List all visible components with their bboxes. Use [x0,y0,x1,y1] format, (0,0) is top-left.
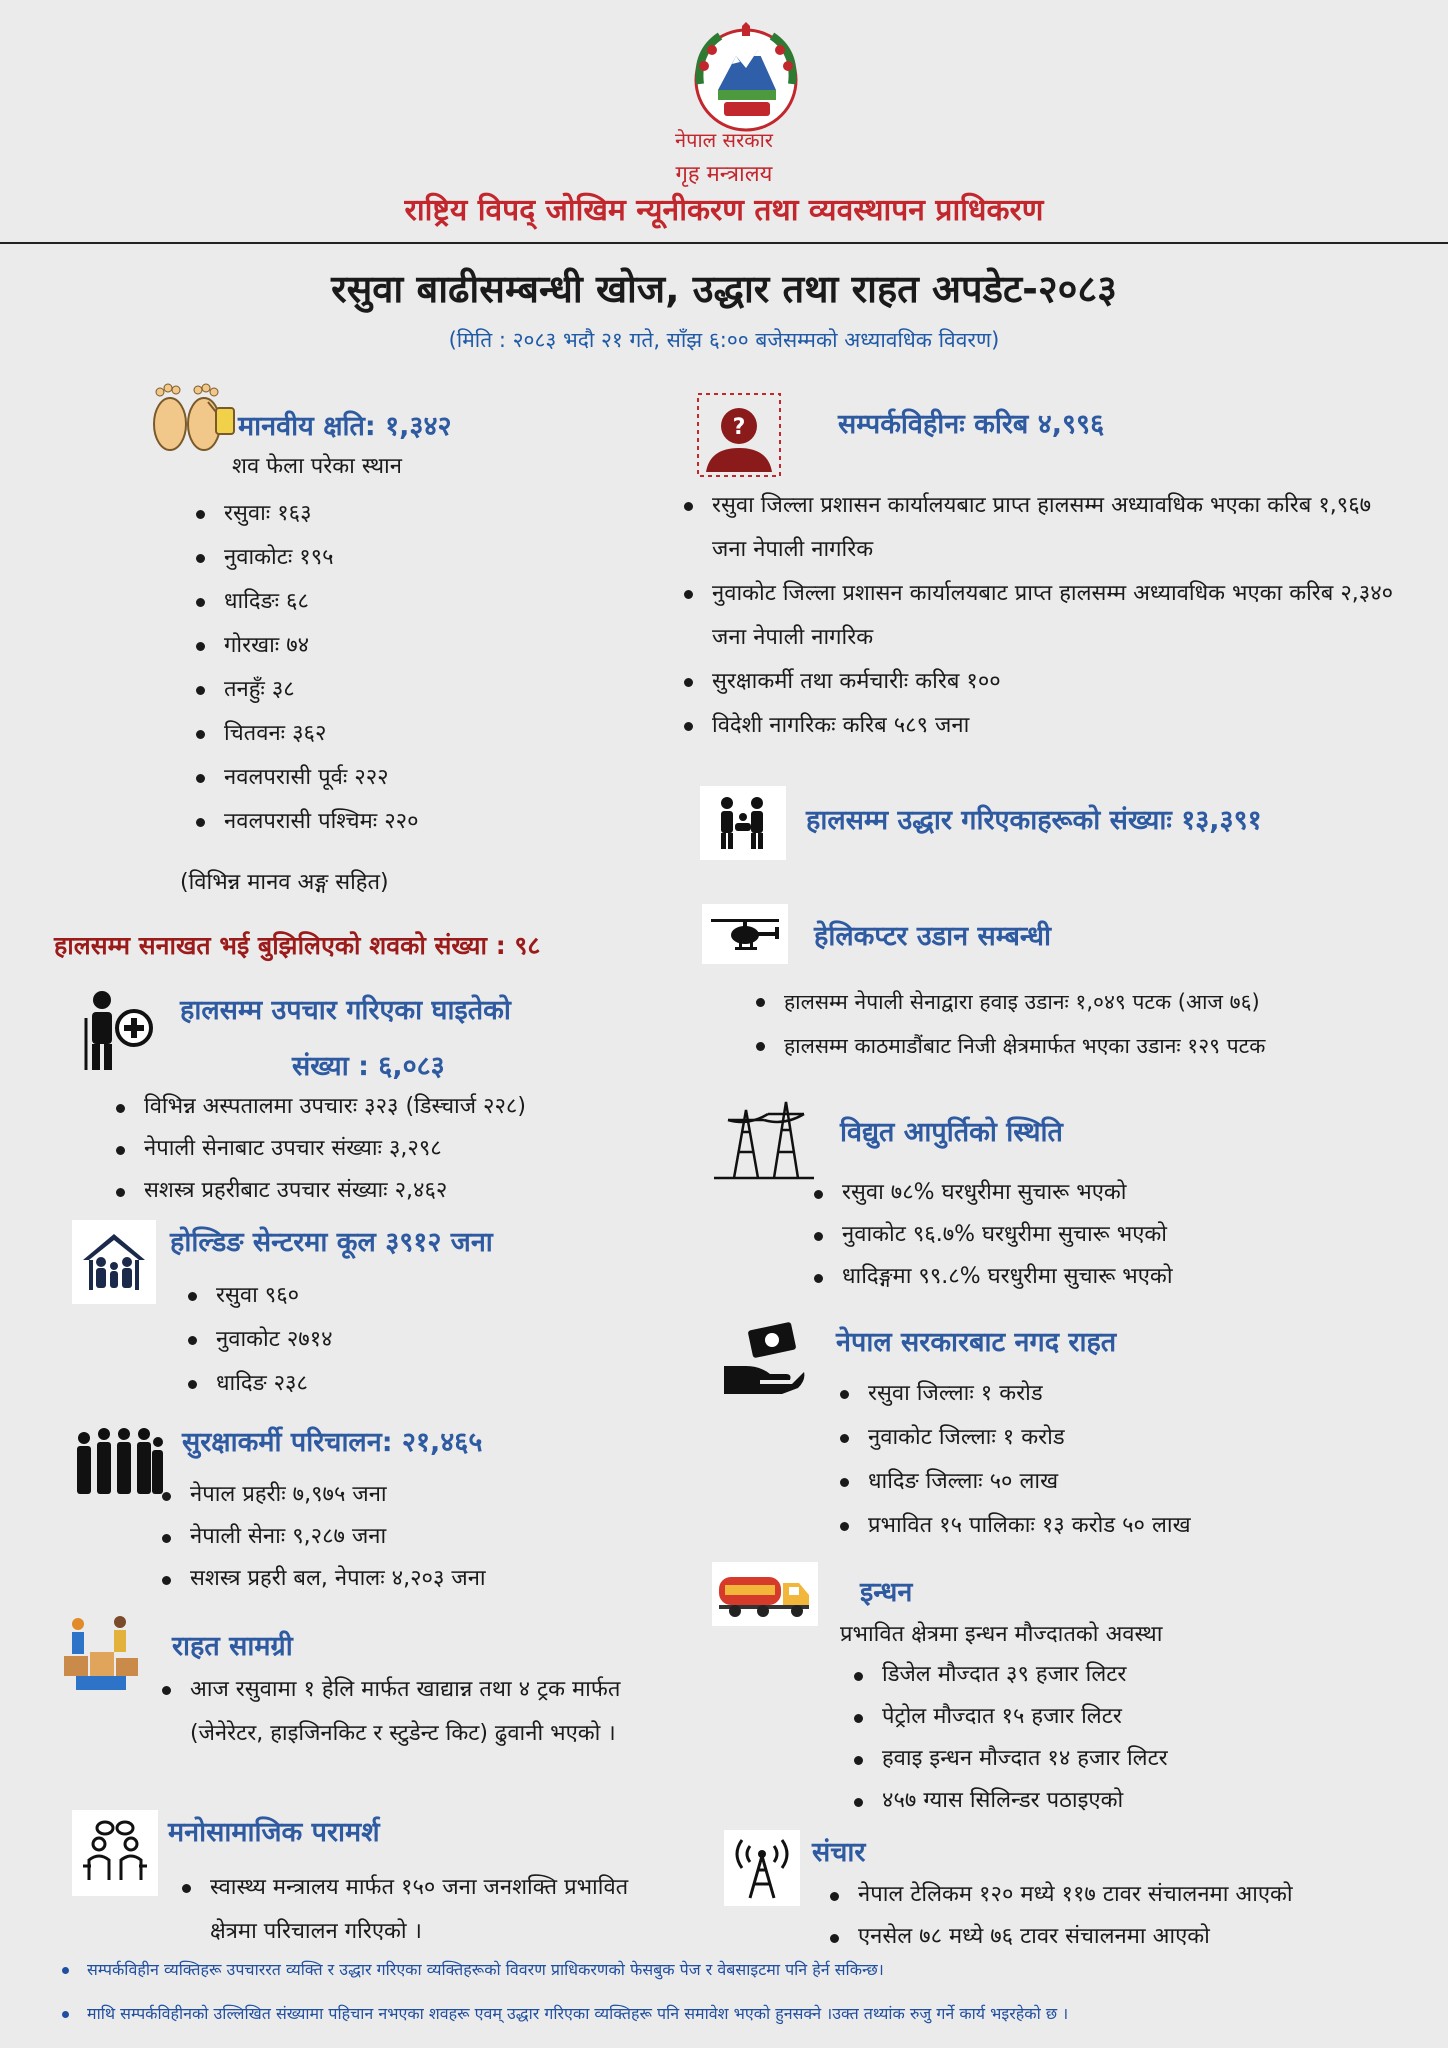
missing-title: सम्पर्कविहीनः करिब ४,९९६ [838,409,1105,440]
footnote-bullet [62,2011,69,2018]
list-item: रसुवाः १६३ [224,492,419,536]
list-item: सशस्त्र प्रहरी बल, नेपालः ४,२०३ जना [190,1558,486,1600]
list-item: नुवाकोटः १९५ [224,536,419,580]
header-government: नेपाल सरकार [675,128,773,152]
list-item: एनसेल ७८ मध्ये ७६ टावर संचालनमा आएको [858,1916,1293,1958]
page-subtitle: (मिति : २०८३ भदौ २१ गते, साँझ ६:०० बजेसम्मको अध्यावधिक विवरण) [448,328,1000,352]
list-item: हालसम्म काठमाडौंबाट निजी क्षेत्रमार्फत भएका उडानः १२९ पटक [784,1024,1265,1068]
security-personnel-icon [72,1420,164,1498]
list-item: नुवाकोट जिल्लाः १ करोड [868,1416,1191,1460]
footnote-1 [62,1958,884,1980]
holding-list [216,1274,333,1406]
list-item: नवलपरासी पश्चिमः २२० [224,800,419,844]
list-item: रसुवा जिल्ला प्रशासन कार्यालयबाट प्राप्त हालसम्म अध्यावधिक भएका करिब १,९६७ जना नेपाली नागरिक [712,484,1412,572]
security-list [190,1474,486,1600]
list-item: चितवनः ३६२ [224,712,419,756]
cash-hand-icon [720,1322,806,1396]
list-item: धादिङ २३८ [216,1362,333,1406]
page-title: रसुवा बाढीसम्बन्धी खोज, उद्धार तथा राहत अपडेट-२०८३ [331,267,1117,311]
list-item: रसुवा जिल्लाः १ करोड [868,1372,1191,1416]
list-item: सुरक्षाकर्मी तथा कर्मचारीः करिब १०० [712,660,1412,704]
list-item: धादिङः ६८ [224,580,419,624]
shelter-family-icon [72,1220,156,1304]
list-item: पेट्रोल मौज्दात १५ हजार लिटर [882,1696,1168,1738]
power-title: विद्युत आपुर्तिको स्थिति [840,1117,1063,1148]
list-item: हवाइ इन्धन मौज्दात १४ हजार लिटर [882,1738,1168,1780]
power-tower-icon [714,1096,814,1180]
list-item: सशस्त्र प्रहरीबाट उपचार संख्याः २,४६२ [144,1170,526,1212]
list-item: नवलपरासी पूर्वः २२२ [224,756,419,800]
list-item: प्रभावित १५ पालिकाः १३ करोड ५० लाख [868,1504,1191,1548]
footnote-2 [62,2002,1068,2024]
list-item: नेपाली सेनाबाट उपचार संख्याः ३,२९८ [144,1128,526,1170]
counseling-icon [72,1810,158,1896]
svg-text:?: ? [732,415,746,440]
rescue-team-icon [700,786,786,860]
list-item: ४५७ ग्यास सिलिन्डर पठाइएको [882,1780,1168,1822]
list-item: विभिन्न अस्पतालमा उपचारः ३२३ (डिस्चार्ज २२८) [144,1086,526,1128]
header-divider [0,242,1448,244]
helicopter-icon [702,904,788,964]
heli-list [784,980,1265,1068]
list-item: नेपाली सेनाः ९,२८७ जना [190,1516,486,1558]
fuel-list [882,1654,1168,1822]
footnote-bullet [62,1967,69,1974]
injured-count: संख्या : ६,०८३ [292,1051,445,1082]
injured-person-icon [80,988,156,1072]
power-list [842,1172,1173,1298]
human-loss-note: (विभिन्न मानव अङ्ग सहित) [180,870,389,895]
list-item: नुवाकोट २७१४ [216,1318,333,1362]
security-title: सुरक्षाकर्मी परिचालन: २१,४६५ [182,1427,483,1458]
identified-bodies: हालसम्म सनाखत भई बुझिलिएको शवको संख्या : ९८ [54,931,541,960]
cash-list [868,1372,1191,1548]
injured-list [144,1086,526,1212]
list-item: हालसम्म नेपाली सेनाद्वारा हवाइ उडानः १,०४९ पटक (आज ७६) [784,980,1265,1024]
human-loss-list [224,492,419,844]
relief-title: राहत सामग्री [172,1631,293,1662]
relief-goods-icon [60,1612,142,1692]
list-item: धादिङ जिल्लाः ५० लाख [868,1460,1191,1504]
comm-title: संचार [812,1837,866,1868]
cash-title: नेपाल सरकारबाट नगद राहत [836,1327,1117,1358]
list-item: नुवाकोट जिल्ला प्रशासन कार्यालयबाट प्राप्त हालसम्म अध्यावधिक भएका करिब २,३४० जना नेपाली नागरिक [712,572,1412,660]
header-ministry: गृह मन्त्रालय [675,162,773,187]
list-item: स्वास्थ्य मन्त्रालय मार्फत १५० जना जनशक्ति प्रभावित क्षेत्रमा परिचालन गरिएको । [210,1866,660,1954]
footnote-text: माथि सम्पर्कविहीनको उल्लिखित संख्यामा पहिचान नभएका शवहरू एवम् उद्धार गरिएका व्यक्तिहरू पनि समावेश भएको हुनसक्ने ।उक्त तथ्यांक रुजु गर्ने कार्य भइरहेको छ । [87,2004,1069,2023]
human-loss-subtitle: शव फेला परेका स्थान [232,454,402,479]
comm-list [858,1874,1293,1958]
relief-list [190,1668,660,1756]
injured-title: हालसम्म उपचार गरिएका घाइतेको [180,995,511,1026]
fuel-title: इन्धन [860,1577,913,1608]
missing-list [712,484,1412,748]
human-loss-title: मानवीय क्षति: १,३४२ [238,411,452,442]
list-item: विदेशी नागरिकः करिब ५८९ जना [712,704,1412,748]
header-authority: राष्ट्रिय विपद् जोखिम न्यूनीकरण तथा व्यवस्थापन प्राधिकरण [404,193,1044,228]
list-item: नेपाल प्रहरीः ७,९७५ जना [190,1474,486,1516]
psycho-list [210,1866,660,1954]
rescued-title: हालसम्म उद्धार गरिएकाहरूको संख्याः १३,३९१ [806,805,1262,836]
heli-title: हेलिकप्टर उडान सम्बन्धी [814,921,1052,952]
list-item: धादिङ्गमा ९९.८% घरधुरीमा सुचारू भएको [842,1256,1173,1298]
missing-person-icon [696,392,782,478]
list-item: तनहुँः ३८ [224,668,419,712]
list-item: आज रसुवामा १ हेलि मार्फत खाद्यान्न तथा ४ ट्रक मार्फत (जेनेरेटर, हाइजिनकिट र स्टुडेन्ट किट) ढुवानी भएको । [190,1668,660,1756]
list-item: नुवाकोट ९६.७% घरधुरीमा सुचारू भएको [842,1214,1173,1256]
fuel-subtitle: प्रभावित क्षेत्रमा इन्धन मौज्दातको अवस्था [840,1622,1163,1647]
footnote-text: सम्पर्कविहीन व्यक्तिहरू उपचाररत व्यक्ति र उद्धार गरिएका व्यक्तिहरूको विवरण प्राधिकरणको फेसबुक पेज र वेबसाइटमा पनि हेर्न सकिन्छ। [87,1960,884,1979]
list-item: रसुवा ७८% घरधुरीमा सुचारू भएको [842,1172,1173,1214]
holding-title: होल्डिङ सेन्टरमा कूल ३९१२ जना [170,1227,493,1258]
fuel-tanker-icon [712,1562,818,1626]
list-item: डिजेल मौज्दात ३९ हजार लिटर [882,1654,1168,1696]
signal-tower-icon [724,1830,800,1906]
psycho-title: मनोसामाजिक परामर्श [168,1817,380,1848]
list-item: रसुवा ९६० [216,1274,333,1318]
government-emblem [684,22,808,134]
list-item: नेपाल टेलिकम १२० मध्ये ११७ टावर संचालनमा आएको [858,1874,1293,1916]
feet-tag-icon [142,372,238,454]
list-item: गोरखाः ७४ [224,624,419,668]
